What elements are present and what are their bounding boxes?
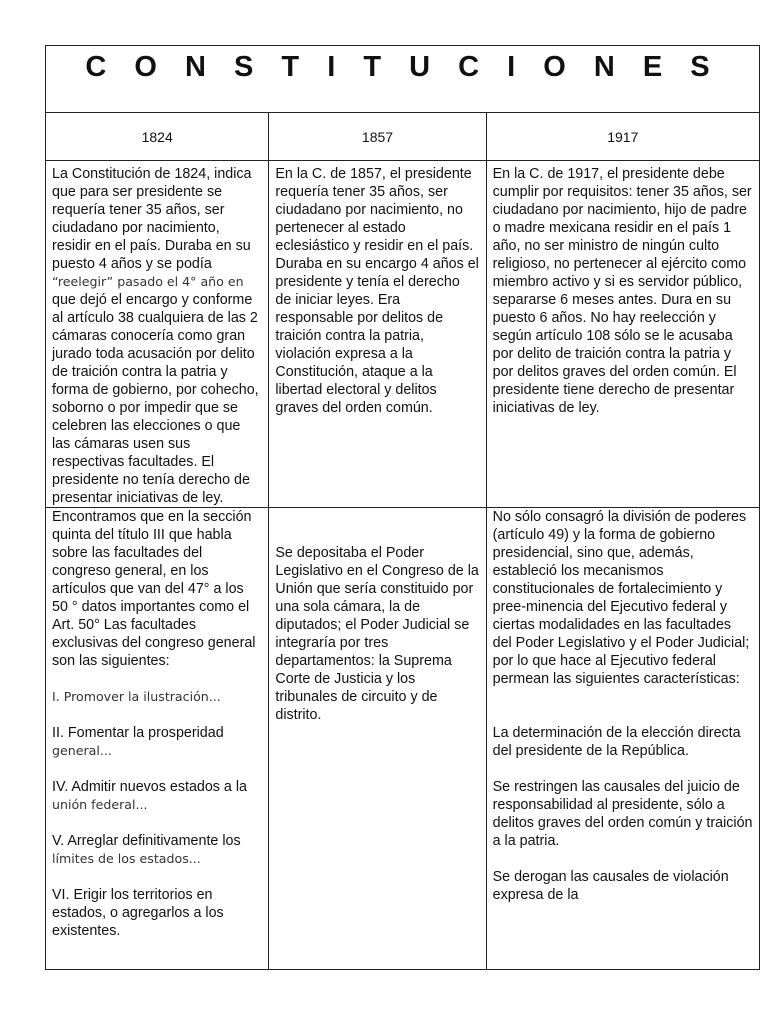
text-run: que dejó el encargo y conforme al artículo 38 cualquiera de las 2 cámaras conocería como gran jurado toda acusación por delito de traición contra la patria y forma de gobierno, por cohecho, soborno o por impedir que se celebren las elecciones o que las cámaras usen sus respectivas facultades. El presidente no tenía derecho de presentar iniciativas de ley. <box>52 292 259 506</box>
powers-1917-item-3: Se derogan las causales de violación expresa de la <box>492 869 729 903</box>
text-run-light: “reelegir” pasado el 4° año en <box>52 274 244 289</box>
faculty-2 <box>52 724 262 760</box>
year-header-1824: 1824 <box>46 113 269 161</box>
cell-1857-presidency <box>269 161 486 508</box>
congress-1857-text: Se depositaba el Poder Legislativo en el Congreso de la Unión que sería constituido por una sola cámara, la de diputados; el Poder Judicial se integraría por tres departamentos: la Suprema Corte de Justicia y los tribunales de circuito y de distrito. <box>275 545 479 723</box>
faculty-4 <box>52 778 262 814</box>
powers-1917-item-2: Se restringen las causales del juicio de responsabilidad al presidente, sólo a delitos graves del orden común y traición a la patria. <box>492 779 753 849</box>
cell-1917-powers <box>486 508 759 970</box>
presidency-1824-text <box>52 165 262 507</box>
cell-1917-presidency <box>486 161 759 508</box>
year-header-1857: 1857 <box>269 113 486 161</box>
powers-1917-item-1: La determinación de la elección directa del presidente de la República. <box>492 725 741 759</box>
year-header-1917: 1917 <box>486 113 759 161</box>
powers-1917-intro: No sólo consagró la división de poderes (artículo 49) y la forma de gobierno presidencial, sino que, además, estableció los mecanismos constitucionales de fortalecimiento y pree-minencia del Ejecutivo federal y ciertas modalidades en las facultades del Poder Legislativo y el Poder Judicial; por lo que hace al Ejecutivo federal permean las siguientes características: <box>492 509 750 687</box>
text-run: II. Fomentar la prosperidad <box>52 725 224 741</box>
text-run: La Constitución de 1824, indica que para ser presidente se requería tener 35 años, ser ciudadano por nacimiento, residir en el país. Duraba en su puesto 4 años y se podía <box>52 166 252 272</box>
congress-1824-intro: Encontramos que en la sección quinta del título III que habla sobre las facultades del congreso general, en los artículos que van del 47° a los 50 ° datos importantes como el Art. 50° Las facultades exclusivas del congreso general son las siguientes: <box>52 509 256 669</box>
presidency-1857-text: En la C. de 1857, el presidente requería tener 35 años, ser ciudadano por nacimiento, no pertenecer al estado eclesiástico y residir en el país. Duraba en su encargo 4 años el presidente y tenía el derecho de iniciar leyes. Era responsable por delitos de traición contra la patria, violación expresa a la Constitución, ataque a la libertad electoral y delitos graves del orden común. <box>275 166 479 416</box>
text-run: IV. Admitir nuevos estados a la <box>52 779 247 795</box>
constitutions-table <box>45 45 760 970</box>
faculty-1: I. Promover la ilustración... <box>52 689 221 704</box>
cell-1857-congress <box>269 508 486 970</box>
cell-1824-presidency <box>46 161 269 508</box>
text-run-light: general... <box>52 743 112 758</box>
text-run-light: unión federal... <box>52 797 148 812</box>
presidency-1917-text: En la C. de 1917, el presidente debe cumplir por requisitos: tener 35 años, ser ciudadano por nacimiento, hijo de padre o madre mexicana residir en el país 1 año, no ser ministro de ningún culto religioso, no pertenecer al ejército como miembro activo y si es servidor público, separarse 6 meses antes. Dura en su puesto 6 años. No hay reelección y según artículo 108 sólo se le acusaba por delito de traición contra la patria y por delitos graves del orden común. El presidente tiene derecho de presentar iniciativas de ley. <box>492 166 752 416</box>
faculty-6: VI. Erigir los territorios en estados, o agregarlos a los existentes. <box>52 887 224 939</box>
table-title: C O N S T I T U C I O N E S <box>85 51 720 83</box>
title-cell <box>46 46 760 113</box>
text-run: V. Arreglar definitivamente los <box>52 833 241 849</box>
faculty-5 <box>52 832 262 868</box>
text-run-light: límites de los estados... <box>52 851 201 866</box>
cell-1824-congress <box>46 508 269 970</box>
